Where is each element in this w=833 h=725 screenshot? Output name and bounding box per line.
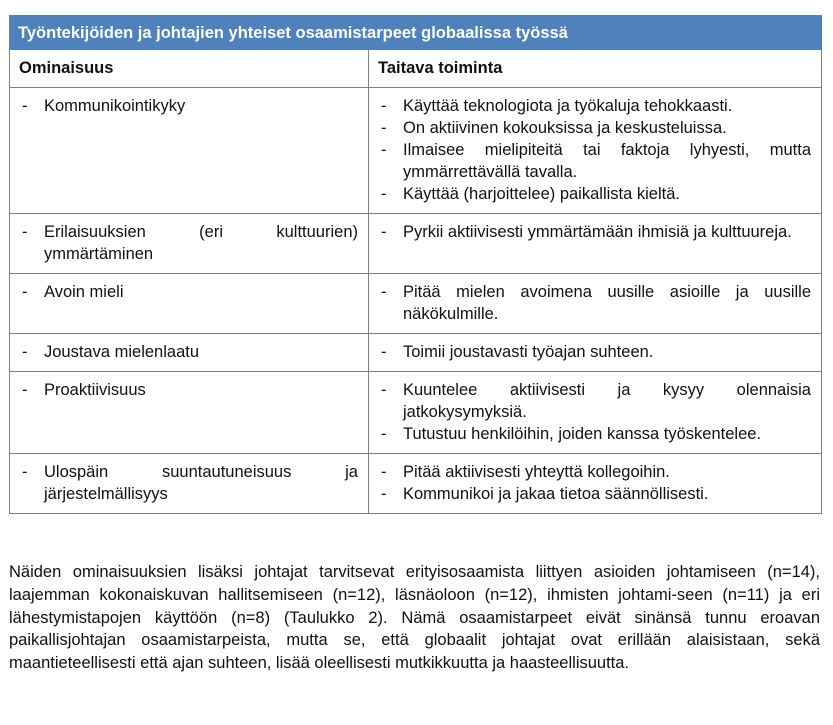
skill-text: Pitää aktiivisesti yhteyttä kollegoihin.	[403, 463, 670, 481]
skill-text: Kuuntelee aktiivisesti ja kysyy olennaisia jatkokysymyksiä.	[403, 381, 811, 421]
table-caption: Työntekijöiden ja johtajien yhteiset osaamistarpeet globaalissa työssä	[10, 16, 822, 50]
table-row	[10, 334, 822, 372]
bullet-dash: -	[22, 343, 28, 361]
skill-item	[369, 139, 811, 183]
skill-cell	[369, 454, 822, 514]
skill-cell	[369, 88, 822, 214]
skill-cell	[369, 334, 822, 372]
skill-item	[369, 281, 811, 325]
bullet-dash: -	[381, 283, 387, 301]
bullet-dash: -	[381, 223, 387, 241]
skill-item	[369, 483, 811, 505]
table-body	[10, 88, 822, 514]
table-row	[10, 214, 822, 274]
bullet-dash: -	[22, 223, 28, 241]
skill-text: Käyttää teknologiota ja työkaluja tehokkaasti.	[403, 97, 733, 115]
bullet-dash: -	[381, 141, 387, 159]
trait-label: Avoin mieli	[44, 283, 124, 301]
skill-item	[369, 461, 811, 483]
trait-cell	[10, 334, 369, 372]
trait-label: Erilaisuuksien (eri kulttuurien) ymmärtäminen	[44, 223, 358, 263]
bullet-dash: -	[381, 343, 387, 361]
skill-text: Toimii joustavasti työajan suhteen.	[403, 343, 654, 361]
table-row	[10, 372, 822, 454]
table-row	[10, 88, 822, 214]
header-skill: Taitava toiminta	[369, 50, 822, 88]
trait-label: Kommunikointikyky	[44, 97, 186, 115]
trait-label: Ulospäin suuntautuneisuus ja järjestelmällisyys	[44, 463, 358, 503]
table-row	[10, 454, 822, 514]
skill-item	[369, 183, 811, 205]
trait-cell	[10, 372, 369, 454]
bullet-dash: -	[22, 283, 28, 301]
trait-label: Proaktiivisuus	[44, 381, 146, 399]
skill-text: Käyttää (harjoittelee) paikallista kieltä.	[403, 185, 680, 203]
competence-table	[9, 15, 822, 514]
skill-item	[369, 379, 811, 423]
bullet-dash: -	[22, 463, 28, 481]
trait-cell	[10, 454, 369, 514]
skill-text: Pitää mielen avoimena uusille asioille ja uusille näkökulmille.	[403, 283, 811, 323]
skill-text: Pyrkii aktiivisesti ymmärtämään ihmisiä ja kulttuureja.	[403, 223, 792, 241]
skill-text: On aktiivinen kokouksissa ja keskusteluissa.	[403, 119, 727, 137]
bullet-dash: -	[381, 185, 387, 203]
skill-text: Ilmaisee mielipiteitä tai faktoja lyhyesti, mutta ymmärrettävällä tavalla.	[403, 141, 811, 181]
header-trait: Ominaisuus	[10, 50, 369, 88]
trait-cell	[10, 214, 369, 274]
skill-text: Tutustuu henkilöihin, joiden kanssa työskentelee.	[403, 425, 762, 443]
skill-cell	[369, 274, 822, 334]
trait-cell	[10, 88, 369, 214]
skill-item	[369, 423, 811, 445]
bullet-dash: -	[381, 463, 387, 481]
skill-item	[369, 95, 811, 117]
bullet-dash: -	[381, 425, 387, 443]
skill-cell	[369, 214, 822, 274]
bullet-dash: -	[381, 381, 387, 399]
trait-label: Joustava mielenlaatu	[44, 343, 200, 361]
bullet-dash: -	[381, 97, 387, 115]
bullet-dash: -	[381, 119, 387, 137]
trait-cell	[10, 274, 369, 334]
skill-cell	[369, 372, 822, 454]
body-paragraph: Näiden ominaisuuksien lisäksi johtajat tarvitsevat erityisosaamista liittyen asioiden johtamiseen (n=14), laajemman kokonaiskuvan hallitsemiseen (n=12), läsnäoloon (n=12), ihmisten johtami-seen (n=11) ja eri lähestymistapojen käyttöön (n=8) (Taulukko 2). Nämä osaamistarpeet eivät sinänsä tunnu eroavan paikallisjohtajan osaamistarpeista, mutta se, että globaalit johtajat ovat erillään alaisistaan, sekä maantieteellisesti että ajan suhteen, lisää oleellisesti mutkikkuutta ja haasteellisuutta.	[9, 563, 820, 673]
skill-text: Kommunikoi ja jakaa tietoa säännöllisesti.	[403, 485, 709, 503]
bullet-dash: -	[22, 97, 28, 115]
skill-item	[369, 117, 811, 139]
skill-item	[369, 221, 811, 243]
bullet-dash: -	[22, 381, 28, 399]
table-row	[10, 274, 822, 334]
skill-item	[369, 341, 811, 363]
bullet-dash: -	[381, 485, 387, 503]
